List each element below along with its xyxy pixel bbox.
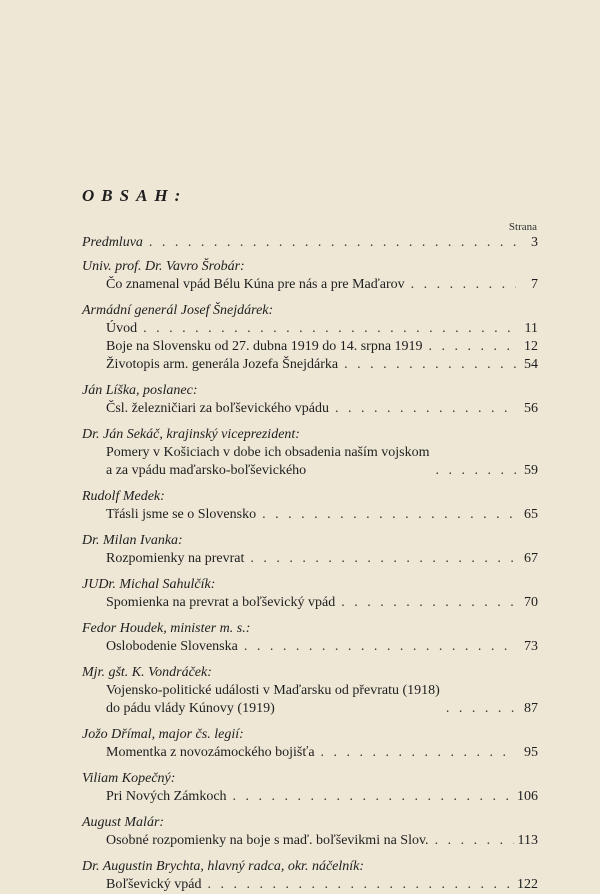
dot-leader xyxy=(429,338,516,356)
entry-title xyxy=(106,276,405,294)
entry-title xyxy=(106,444,430,480)
toc-entry xyxy=(82,444,538,480)
entry-title xyxy=(106,638,238,656)
toc-entry xyxy=(82,320,538,338)
toc-entry xyxy=(82,338,538,356)
entry-title xyxy=(106,744,315,762)
toc-section xyxy=(82,382,538,418)
entry-page-number: 70 xyxy=(524,595,538,610)
toc-section xyxy=(82,302,538,374)
entry-page-number: 95 xyxy=(524,745,538,760)
section-author: Mjr. gšt. K. Vondráček: xyxy=(82,665,212,680)
entry-title xyxy=(106,506,256,524)
entry-title xyxy=(106,788,227,806)
preface-title: Predmluva xyxy=(82,235,143,250)
toc-entry xyxy=(82,506,538,524)
entry-title xyxy=(106,338,423,356)
entry-title-line: Oslobodenie Slovenska xyxy=(106,639,238,654)
entry-title xyxy=(106,682,440,718)
toc-entry xyxy=(82,682,538,718)
section-author: Dr. Milan Ivanka: xyxy=(82,533,183,548)
toc-section xyxy=(82,726,538,762)
entry-page-number: 11 xyxy=(524,321,538,336)
toc-section xyxy=(82,426,538,480)
entry-title-line: Vojensko-politické události v Maďarsku od převratu (1918) xyxy=(106,683,440,698)
toc-entry xyxy=(82,356,538,374)
toc-section xyxy=(82,576,538,612)
entry-title-line: Momentka z novozámockého bojišťa xyxy=(106,745,315,760)
toc-section xyxy=(82,858,538,894)
entry-title-line: Pomery v Košiciach v dobe ich obsadenia naším vojskom xyxy=(106,445,430,460)
entry-page-number: 106 xyxy=(517,789,538,804)
dot-leader xyxy=(233,788,513,806)
toc-entry xyxy=(82,550,538,568)
entry-page-number: 122 xyxy=(517,877,538,892)
entry-title-line: Čo znamenal vpád Bélu Kúna pre nás a pre Maďarov xyxy=(106,277,405,292)
entry-page-number: 113 xyxy=(517,833,538,848)
toc-section xyxy=(82,770,538,806)
toc-section xyxy=(82,814,538,850)
entry-title-line: do pádu vlády Kúnovy (1919) xyxy=(106,701,275,716)
section-author: Ján Líška, poslanec: xyxy=(82,383,198,398)
dot-leader xyxy=(335,400,516,418)
dot-leader xyxy=(143,320,516,338)
toc-section xyxy=(82,664,538,718)
dot-leader xyxy=(344,356,516,374)
section-author: Fedor Houdek, minister m. s.: xyxy=(82,621,251,636)
entry-title-line: Rozpomienky na prevrat xyxy=(106,551,245,566)
section-author: Univ. prof. Dr. Vavro Šrobár: xyxy=(82,259,245,274)
section-author: August Malár: xyxy=(82,815,165,830)
toc-entry xyxy=(82,638,538,656)
toc-entry xyxy=(82,594,538,612)
entry-title xyxy=(106,400,329,418)
section-author: Dr. Ján Sekáč, krajinský viceprezident: xyxy=(82,427,300,442)
entry-title-line: a za vpádu maďarsko-boľševického xyxy=(106,463,307,478)
dot-leader xyxy=(436,462,517,480)
entry-page-number: 56 xyxy=(524,401,538,416)
entry-title-line: Čsl. železničiari za boľševického vpádu xyxy=(106,401,329,416)
toc-entry xyxy=(82,788,538,806)
entry-page-number: 65 xyxy=(524,507,538,522)
entry-title-line: Úvod xyxy=(106,321,138,336)
toc-section xyxy=(82,488,538,524)
entry-page-number: 59 xyxy=(524,463,538,478)
toc-entry xyxy=(82,876,538,894)
section-author: Jožo Dřímal, major čs. legií: xyxy=(82,727,244,742)
entry-title xyxy=(106,832,429,850)
dot-leader xyxy=(244,638,516,656)
dot-leader xyxy=(149,234,516,252)
dot-leader xyxy=(250,550,516,568)
entry-page-number: 67 xyxy=(524,551,538,566)
entry-title-line: Třásli jsme se o Slovensko xyxy=(106,507,257,522)
dot-leader xyxy=(262,506,516,524)
toc-heading: OBSAH: xyxy=(82,186,188,205)
entry-title xyxy=(106,876,202,894)
entry-title-line: Boje na Slovensku od 27. dubna 1919 do 14. srpna 1919 xyxy=(106,339,423,354)
dot-leader xyxy=(341,594,516,612)
entry-title-line: Boľševický vpád xyxy=(106,877,202,892)
preface-page: 3 xyxy=(531,235,538,250)
toc-sections xyxy=(82,258,538,894)
table-of-contents xyxy=(82,234,538,894)
toc-section xyxy=(82,620,538,656)
entry-title-line: Pri Nových Zámkoch xyxy=(106,789,227,804)
section-author: Dr. Augustin Brychta, hlavný radca, okr. náčelník: xyxy=(82,859,365,874)
dot-leader xyxy=(321,744,516,762)
toc-section xyxy=(82,258,538,294)
dot-leader xyxy=(446,700,516,718)
dot-leader xyxy=(208,876,513,894)
entry-title xyxy=(106,356,338,374)
preface-entry xyxy=(82,234,538,252)
entry-title-line: Osobné rozpomienky na boje s maď. boľševikmi na Slov. xyxy=(106,833,429,848)
entry-title-line: Spomienka na prevrat a boľševický vpád xyxy=(106,595,336,610)
section-author: Rudolf Medek: xyxy=(82,489,165,504)
entry-page-number: 12 xyxy=(524,339,538,354)
section-author: JUDr. Michal Sahulčík: xyxy=(82,577,216,592)
dot-leader xyxy=(435,832,514,850)
entry-title-line: Životopis arm. generála Jozefa Šnejdárka xyxy=(106,357,339,372)
page-column-header: Strana xyxy=(508,221,537,233)
toc-entry xyxy=(82,744,538,762)
dot-leader xyxy=(411,276,516,294)
section-author: Viliam Kopečný: xyxy=(82,771,176,786)
entry-title xyxy=(106,594,335,612)
entry-page-number: 87 xyxy=(524,701,538,716)
entry-page-number: 73 xyxy=(524,639,538,654)
toc-entry xyxy=(82,276,538,294)
toc-section xyxy=(82,532,538,568)
entry-title xyxy=(106,320,137,338)
entry-page-number: 54 xyxy=(524,357,538,372)
toc-entry xyxy=(82,400,538,418)
entry-title xyxy=(106,550,244,568)
section-author: Armádní generál Josef Šnejdárek: xyxy=(82,303,274,318)
entry-page-number: 7 xyxy=(531,277,538,292)
toc-entry xyxy=(82,832,538,850)
